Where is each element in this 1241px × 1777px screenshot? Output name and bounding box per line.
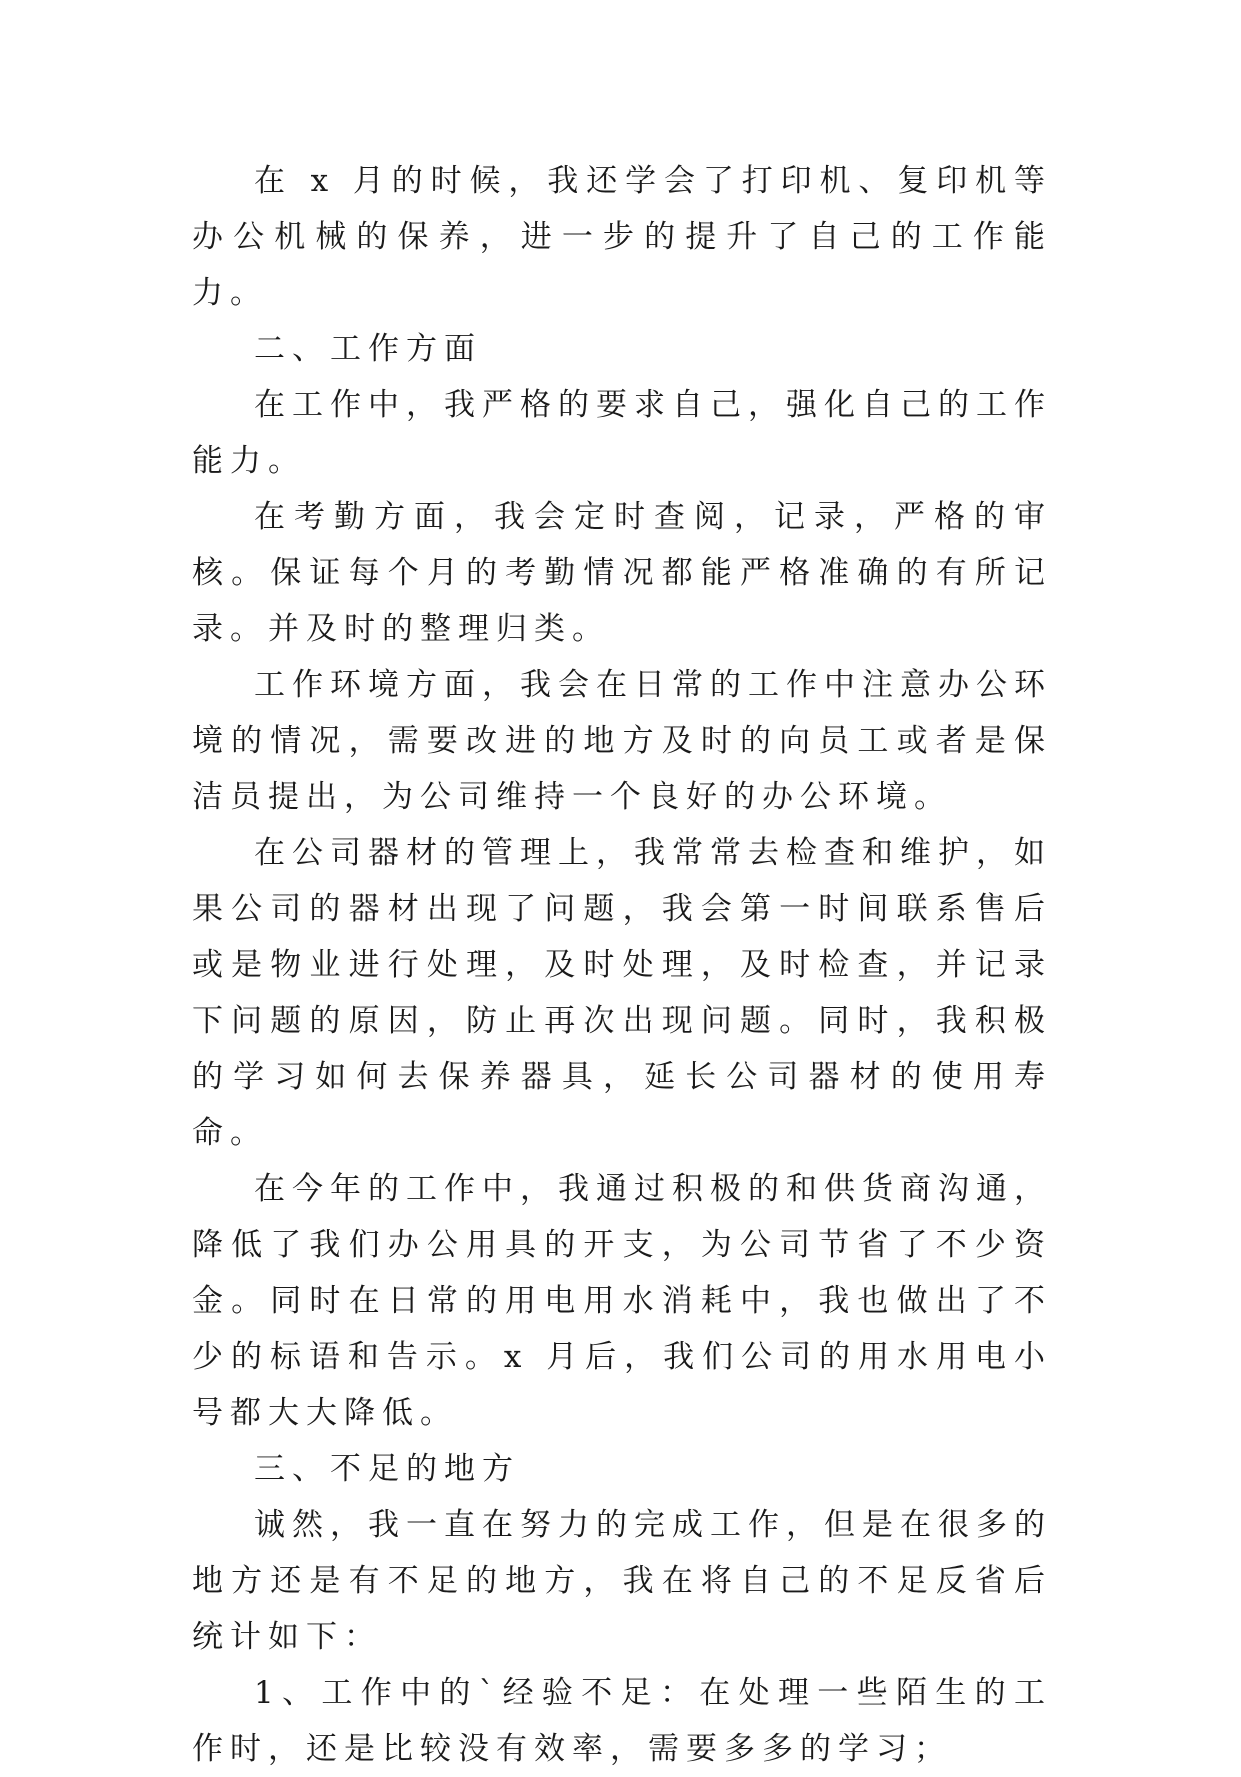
paragraph-work-environment: 工作环境方面，我会在日常的工作中注意办公环境的情况，需要改进的地方及时的向员工或者是保洁员提出，为公司维持一个良好的办公环境。 xyxy=(192,667,1052,815)
paragraph-shortcomings-intro: 诚然，我一直在努力的完成工作，但是在很多的地方还是有不足的地方，我在将自己的不足反省后统计如下： xyxy=(192,1507,1052,1655)
section-heading-work: 二、工作方面 xyxy=(254,331,482,367)
document-body xyxy=(192,153,1052,1777)
paragraph-cost-saving: 在今年的工作中，我通过积极的和供货商沟通，降低了我们办公用具的开支，为公司节省了不少资金。同时在日常的用电用水消耗中，我也做出了不少的标语和告示。x 月后，我们公司的用水用电小号都大大降低。 xyxy=(192,1171,1052,1431)
paragraph-strict-requirements: 在工作中，我严格的要求自己，强化自己的工作能力。 xyxy=(192,387,1052,479)
paragraph-maintenance: 在 x 月的时候，我还学会了打印机、复印机等办公机械的保养，进一步的提升了自己的工作能力。 xyxy=(192,163,1052,311)
paragraph-attendance: 在考勤方面，我会定时查阅，记录，严格的审核。保证每个月的考勤情况都能严格准确的有所记录。并及时的整理归类。 xyxy=(192,499,1052,647)
section-heading-shortcomings: 三、不足的地方 xyxy=(254,1451,520,1487)
paragraph-shortcoming-1: 1、工作中的`经验不足：在处理一些陌生的工作时，还是比较没有效率，需要多多的学习； xyxy=(192,1675,1052,1767)
paragraph-equipment-management: 在公司器材的管理上，我常常去检查和维护，如果公司的器材出现了问题，我会第一时间联系售后或是物业进行处理，及时处理，及时检查，并记录下问题的原因，防止再次出现问题。同时，我积极的学习如何去保养器具，延长公司器材的使用寿命。 xyxy=(192,835,1052,1151)
